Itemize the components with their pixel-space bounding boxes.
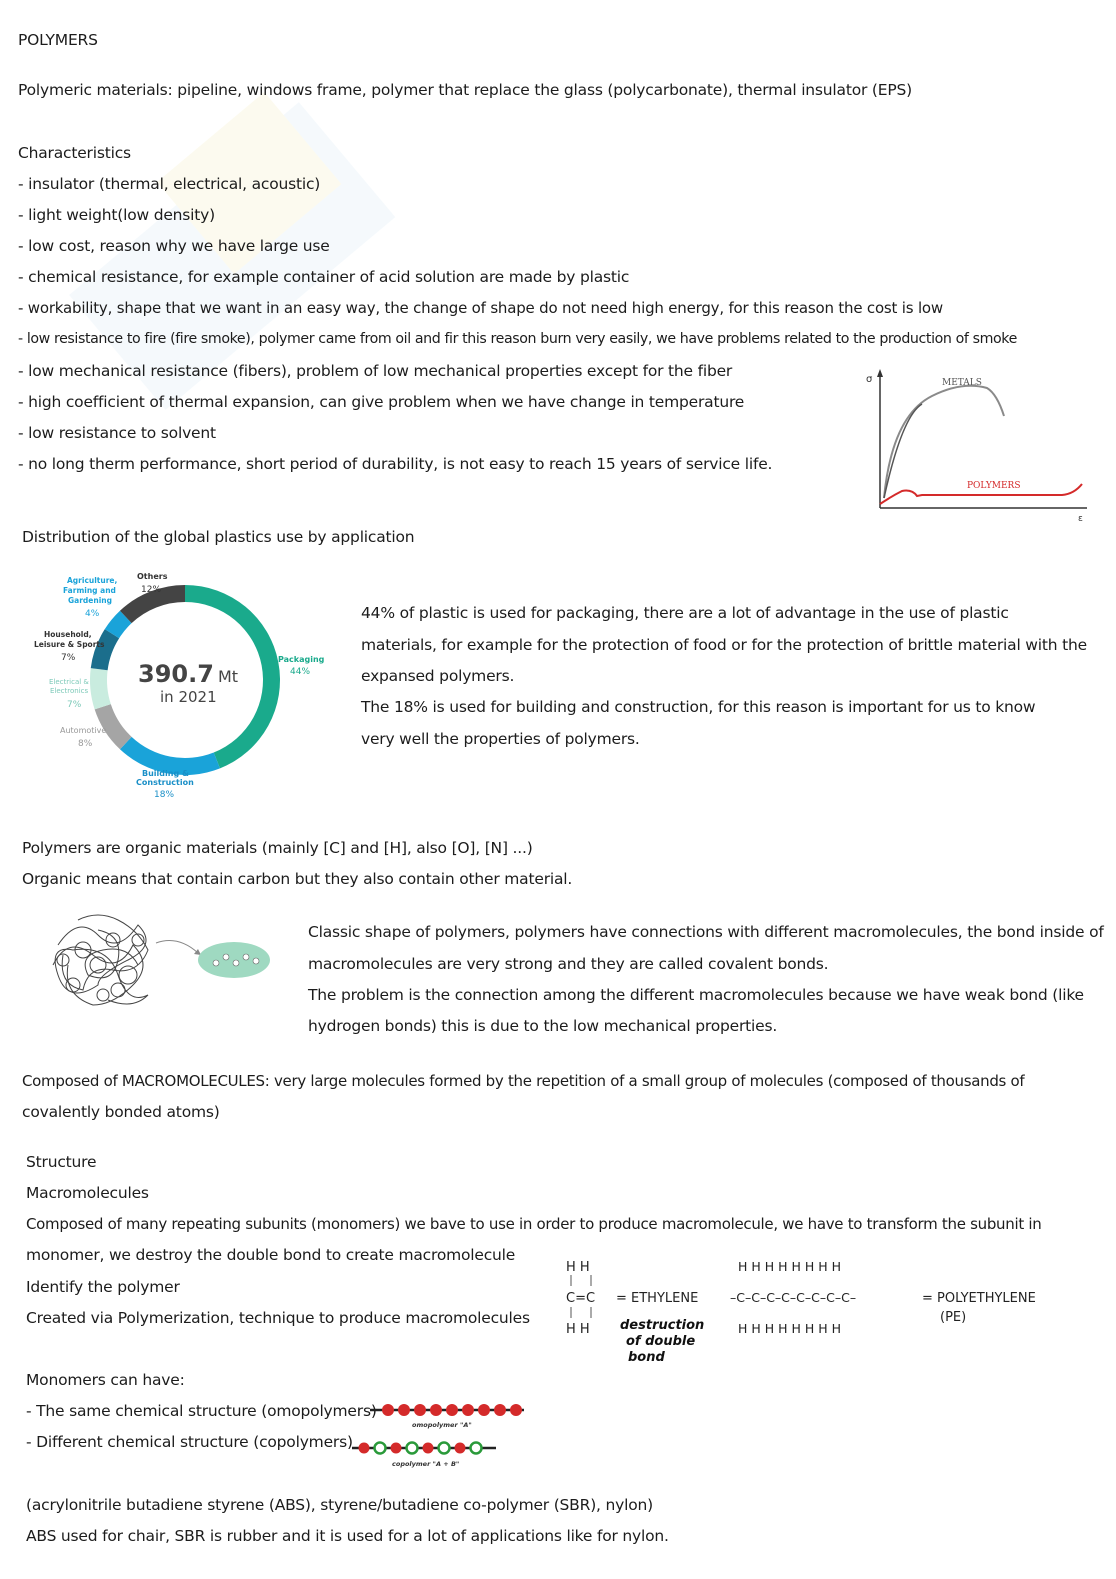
characteristic-item: - workability, shape that we want in an easy way, the change of shape do not need high energy, for this reason the cost is low <box>18 299 943 317</box>
omopolymer-chain <box>368 1400 528 1432</box>
characteristic-item: - low cost, reason why we have large use <box>18 237 330 255</box>
characteristics-heading: Characteristics <box>18 144 131 162</box>
pe-h-bottom: H H H H H H H H <box>738 1321 842 1336</box>
pe-h-top: H H H H H H H H <box>738 1259 842 1274</box>
structure-heading: Structure <box>26 1153 97 1171</box>
characteristic-item: - low mechanical resistance (fibers), problem of low mechanical properties except for the fiber <box>18 362 733 380</box>
handwritten-note: destruction <box>620 1318 705 1333</box>
y-axis-label: σ <box>866 374 873 385</box>
metals-label: METALS <box>942 378 982 388</box>
label-construction: Construction <box>136 778 194 787</box>
structure-line: Created via Polymerization, technique to produce macromolecules <box>26 1309 530 1327</box>
characteristic-item: - low resistance to fire (fire smoke), polymer came from oil and fir this reason burn very easily, we have problems related to the production of smoke <box>18 331 1017 347</box>
distribution-text: expansed polymers. <box>361 667 515 685</box>
distribution-heading: Distribution of the global plastics use by application <box>22 528 415 546</box>
copolymer-chain <box>350 1438 500 1470</box>
characteristic-item: - low resistance to solvent <box>18 424 216 442</box>
pct-building: 18% <box>154 790 175 800</box>
characteristic-item: - no long therm performance, short period of durability, is not easy to reach 15 years of service life. <box>18 455 773 473</box>
pe-label: = POLYETHYLENE <box>922 1291 1036 1306</box>
ethylene-bond: C=C <box>566 1291 596 1306</box>
ethylene-polymerization-diagram <box>560 1255 1060 1370</box>
ethylene-label: = ETHYLENE <box>616 1291 699 1306</box>
pct-agriculture: 4% <box>85 609 100 619</box>
pe-abbr: (PE) <box>940 1310 967 1325</box>
distribution-text: The 18% is used for building and construction, for this reason is important for us to know <box>361 698 1036 716</box>
page-title: POLYMERS <box>18 31 98 49</box>
ethylene-h-bottom: H H <box>566 1322 590 1337</box>
label-building: Building & <box>142 769 189 778</box>
structure-line: monomer, we destroy the double bond to create macromolecule <box>26 1246 516 1264</box>
pct-automotive: 8% <box>78 739 93 749</box>
distribution-text: very well the properties of polymers. <box>361 730 640 748</box>
copolymer-caption: copolymer "A + B" <box>392 1460 460 1468</box>
label-leisure: Leisure & Sports <box>34 640 105 649</box>
plastics-donut-chart <box>30 565 340 805</box>
characteristic-item: - chemical resistance, for example container of acid solution are made by plastic <box>18 268 630 286</box>
stress-strain-chart <box>862 366 1092 526</box>
classic-shape-text: The problem is the connection among the different macromolecules because we have weak bond (like <box>308 986 1084 1004</box>
omopolymer-caption: omopolymer "A" <box>412 1421 472 1429</box>
monomers-heading: Monomers can have: <box>26 1371 185 1389</box>
center-value: 390.7 <box>138 660 214 688</box>
label-electronics: Electronics <box>50 687 89 695</box>
monomers-different: - Different chemical structure (copolymers) <box>26 1433 353 1451</box>
handwritten-note: bond <box>628 1350 665 1365</box>
monomers-same: - The same chemical structure (omopolymers) <box>26 1402 377 1420</box>
examples-line: ABS used for chair, SBR is rubber and it is used for a lot of applications like for nylon. <box>26 1527 669 1545</box>
polymer-tangle-illustration <box>38 905 278 1020</box>
distribution-text: 44% of plastic is used for packaging, there are a lot of advantage in the use of plastic <box>361 604 1009 622</box>
label-agriculture: Agriculture, <box>67 576 118 585</box>
center-year: in 2021 <box>160 688 217 706</box>
handwritten-note: of double <box>626 1334 696 1349</box>
ethylene-h-top: H H <box>566 1260 590 1275</box>
label-others: Others <box>137 572 168 581</box>
metals-curve-initial <box>884 404 922 498</box>
pct-packaging: 44% <box>290 667 311 677</box>
classic-shape-text: hydrogen bonds) this is due to the low mechanical properties. <box>308 1017 778 1035</box>
label-gardening: Gardening <box>68 596 112 605</box>
arrow-line <box>156 941 198 953</box>
characteristic-item: - light weight(low density) <box>18 206 215 224</box>
characteristic-item: - insulator (thermal, electrical, acoustic) <box>18 175 321 193</box>
organic-line-2: Organic means that contain carbon but they also contain other material. <box>22 870 573 888</box>
label-automotive: Automotive <box>60 726 107 735</box>
distribution-text: materials, for example for the protection of food or for the protection of brittle material with the <box>361 636 1087 654</box>
macromolecules-definition: covalently bonded atoms) <box>22 1103 220 1121</box>
pct-others: 12% <box>141 585 162 595</box>
pct-household: 7% <box>61 653 76 663</box>
structure-line: Composed of many repeating subunits (monomers) we bave to use in order to produce macromolecule, we have to transform the subunit in <box>26 1215 1042 1233</box>
label-electrical: Electrical & <box>49 678 89 686</box>
intro-text: Polymeric materials: pipeline, windows frame, polymer that replace the glass (polycarbonate), thermal insulator (EPS) <box>18 81 912 99</box>
label-farming: Farming and <box>63 586 116 595</box>
examples-line: (acrylonitrile butadiene styrene (ABS), styrene/butadiene co-polymer (SBR), nylon) <box>26 1496 653 1514</box>
pe-chain: –C–C–C–C–C–C–C–C– <box>730 1290 857 1305</box>
organic-line-1: Polymers are organic materials (mainly [C] and [H], also [O], [N] ...) <box>22 839 533 857</box>
center-unit: Mt <box>218 667 239 686</box>
pct-electrical: 7% <box>67 700 82 710</box>
polymers-label: POLYMERS <box>967 481 1021 491</box>
classic-shape-text: macromolecules are very strong and they are called covalent bonds. <box>308 955 829 973</box>
label-household: Household, <box>44 630 92 639</box>
characteristic-item: - high coefficient of thermal expansion, can give problem when we have change in temperature <box>18 393 745 411</box>
macromolecules-definition: Composed of MACROMOLECULES: very large molecules formed by the repetition of a small group of molecules (composed of thousands of <box>22 1072 1025 1090</box>
x-axis-label: ε <box>1078 514 1083 524</box>
label-packaging: Packaging <box>278 655 325 664</box>
structure-line: Identify the polymer <box>26 1278 180 1296</box>
donut-slice-electrical-electronics <box>90 668 111 709</box>
y-axis-arrow-icon <box>877 369 883 377</box>
molecule-zoom <box>198 942 270 978</box>
structure-subheading: Macromolecules <box>26 1184 149 1202</box>
classic-shape-text: Classic shape of polymers, polymers have connections with different macromolecules, the bond inside of <box>308 923 1104 941</box>
